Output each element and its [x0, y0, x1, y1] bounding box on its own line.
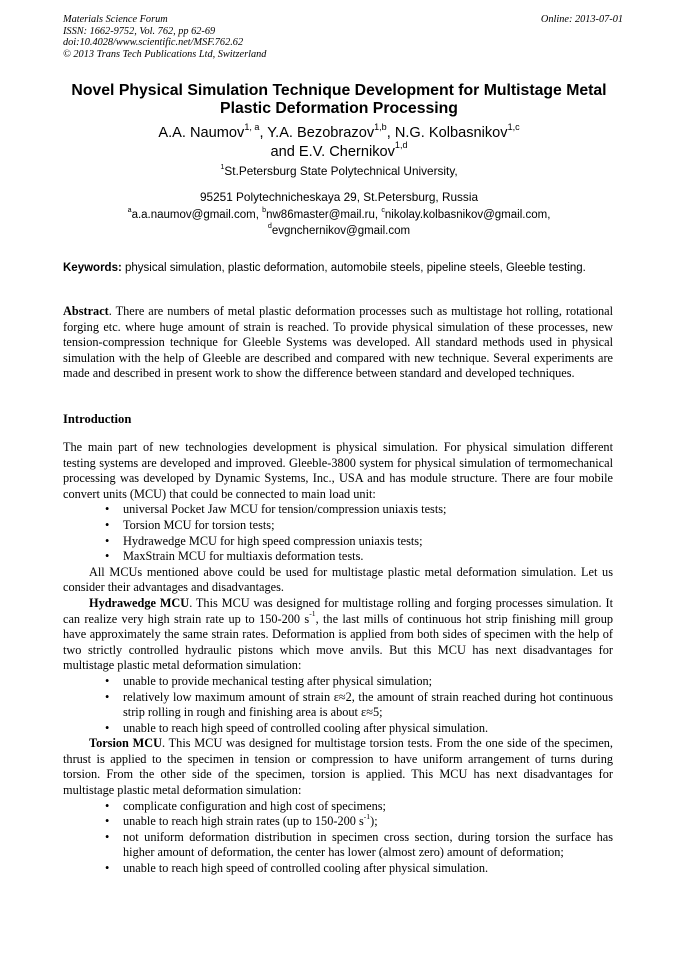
bullet-icon: •: [105, 720, 110, 735]
email-mark: a: [127, 206, 132, 215]
author-affil-mark: 1,c: [507, 121, 520, 132]
bullet-icon: •: [105, 533, 110, 548]
copyright-line: © 2013 Trans Tech Publications Ltd, Switzerland: [63, 48, 267, 60]
author-affil-mark: 1,d: [394, 140, 408, 151]
list-item: [63, 799, 613, 815]
bullet-icon: •: [105, 861, 110, 876]
list-item: [63, 534, 613, 550]
list-item: [63, 518, 613, 534]
affiliation-line-1: [60, 161, 618, 178]
bullet-icon: •: [105, 689, 110, 704]
author-conjunction: and: [270, 143, 295, 160]
paragraph-torsion: [63, 736, 613, 798]
list-item-text: unable to reach high speed of controlled cooling after physical simulation.: [123, 861, 489, 876]
list-item: [63, 502, 613, 518]
author-list: A.A. Naumov$^{1, a}$, Y.A. Bezobrazov$^{1,b}$, N.G. Kolbasnikov$^{1,c}$ and E.V. Chernikov$^{1,d}$: [158, 121, 520, 160]
list-item-text: unable to provide mechanical testing after physical simulation;: [123, 673, 433, 688]
list-item: [63, 721, 613, 737]
issn-line: ISSN: 1662-9752, Vol. 762, pp 62-69: [63, 25, 216, 37]
mcu-list: [63, 502, 613, 564]
affiliation-number: 1: [220, 161, 225, 171]
author-name: N.G. Kolbasnikov: [394, 125, 508, 141]
abstract-text: . There are numbers of metal plastic deformation processes such as multistage hot rolling, rotational forging etc. where huge amount of strain is reached. To provide physical simulation of these processes, new tension-compression technique for Gleeble Systems was developed. All standard methods used in physical simulation with the help of Gleeble are described and compared with new technique. Several experiments are made and described in present work to show the difference between standard and developed techniques.: [63, 304, 613, 381]
email-address: nw86master@mail.ru: [266, 209, 375, 221]
list-item-text: not uniform deformation distribution in specimen cross section, during torsion the surface has higher amount of deformation, the center has lower (almost zero) amount of deformation;: [123, 829, 613, 860]
list-item: [63, 814, 613, 830]
paragraph-text: . This MCU was designed for multistage rolling and forging processes simulation. It can realize very high strain rate up to 150-200 s: [63, 595, 613, 626]
email-mark: d: [267, 222, 272, 231]
section-heading-introduction: Introduction: [63, 412, 132, 426]
list-item: [63, 830, 613, 861]
bullet-icon: •: [105, 517, 110, 532]
list-item-text: unable to reach high strain rates (up to 150-200 s: [123, 814, 364, 829]
bullet-icon: •: [105, 798, 110, 813]
list-item-text: unable to reach high speed of controlled cooling after physical simulation.: [123, 720, 489, 735]
list-item: [63, 549, 613, 565]
author-name: Y.A. Bezobrazov: [267, 125, 375, 141]
list-item: [63, 674, 613, 690]
author-affil-mark: 1, a: [244, 121, 260, 132]
list-item-text: Torsion MCU for torsion tests;: [123, 517, 275, 532]
bullet-icon: •: [105, 829, 110, 844]
affiliation-address: 95251 Polytechnicheskaya 29, St.Petersburg, Russia: [199, 190, 479, 204]
journal-name: Materials Science Forum: [63, 14, 168, 25]
list-item-text: Hydrawedge MCU for high speed compression uniaxis tests;: [123, 533, 423, 548]
bullet-icon: •: [105, 814, 110, 829]
affiliation-university: St.Petersburg State Polytechnical University,: [224, 164, 458, 178]
author-affil-mark: 1,b: [374, 121, 387, 132]
email-address: a.a.naumov@gmail.com: [131, 209, 256, 221]
paragraph: The main part of new technologies development is physical simulation. For physical simulation different testing systems are developed and improved. Gleeble-3800 system for physical simulation of termomechanical processing was developed by Dynamic Systems, Inc., USA and has module structure. There are four mobile convert units (MCU) that could be connected to main load unit:: [63, 440, 613, 501]
hydrawedge-label: Hydrawedge MCU: [89, 595, 190, 610]
keywords-text: physical simulation, plastic deformation, automobile steels, pipeline steels, Gleeble testing.: [121, 262, 586, 274]
author-name: A.A. Naumov: [158, 125, 245, 141]
abstract-section: [63, 304, 613, 382]
list-item-text: universal Pocket Jaw MCU for tension/compression uniaxis tests;: [123, 502, 447, 517]
email-mark: c: [381, 206, 385, 215]
bullet-icon: •: [105, 502, 110, 517]
paper-title: Novel Physical Simulation Technique Development for Multistage Metal Plastic Deformation Processing: [71, 82, 607, 117]
list-item-text: complicate configuration and high cost of specimens;: [123, 798, 386, 813]
bullet-icon: •: [105, 673, 110, 688]
email-address: evgnchernikov@gmail.com: [271, 225, 411, 237]
email-address: nikolay.kolbasnikov@gmail.com: [384, 209, 548, 221]
torsion-label: Torsion MCU: [89, 736, 163, 751]
email-mark: b: [262, 206, 267, 215]
list-item-text: relatively low maximum amount of strain ε≈2, the amount of strain reached during hot continuous strip rolling in rough and finishing area is about ε≈5;: [123, 689, 613, 720]
list-item-text: MaxStrain MCU for multiaxis deformation tests.: [123, 549, 364, 564]
author-emails: $^a$a.a.naumov@gmail.com, $^b$nw86master@mail.ru, $^c$nikolay.kolbasnikov@gmail.com, $^d$evgnchernikov@gmail.com: [127, 206, 551, 237]
keywords-label: Keywords:: [63, 262, 122, 274]
paragraph-text: . This MCU was designed for multistage torsion tests. From the one side of the specimen, thrust is applied to the specimen in tension or compression to have uniform arrangement of turns during torsion. From the other side of the specimen, torsion is applied. This MCU has next disadvantages for multistage plastic metal deformation simulation:: [63, 736, 614, 798]
exponent: -1: [309, 609, 316, 619]
torsion-disadvantages-list: [63, 799, 613, 877]
list-item: [63, 690, 613, 721]
author-name: E.V. Chernikov: [298, 143, 395, 160]
introduction-body: [63, 440, 613, 877]
paragraph: All MCUs mentioned above could be used for multistage plastic metal deformation simulation. Let us consider their advantages and disadvantages.: [63, 564, 613, 595]
paragraph-hydrawedge: [63, 596, 613, 674]
journal-header: [63, 14, 623, 60]
doi-line: doi:10.4028/www.scientific.net/MSF.762.62: [63, 37, 244, 49]
hydrawedge-disadvantages-list: [63, 674, 613, 736]
bullet-icon: •: [105, 549, 110, 564]
paragraph-text: , the last mills of continuous hot strip finishing mill group have approximately the same strain rates. Deformation is applied from both sides of specimen with the help of two strictly controlled hydraulic pistons which move anvils. But this MCU has next disadvantages for multistage plastic metal deformation simulation:: [63, 611, 614, 673]
online-date: Online: 2013-07-01: [540, 14, 623, 25]
abstract-label: Abstract: [63, 304, 109, 318]
exponent: -1: [363, 812, 371, 822]
list-item: [63, 861, 613, 877]
keywords-section: [63, 261, 613, 275]
list-item-text: );: [370, 814, 378, 829]
